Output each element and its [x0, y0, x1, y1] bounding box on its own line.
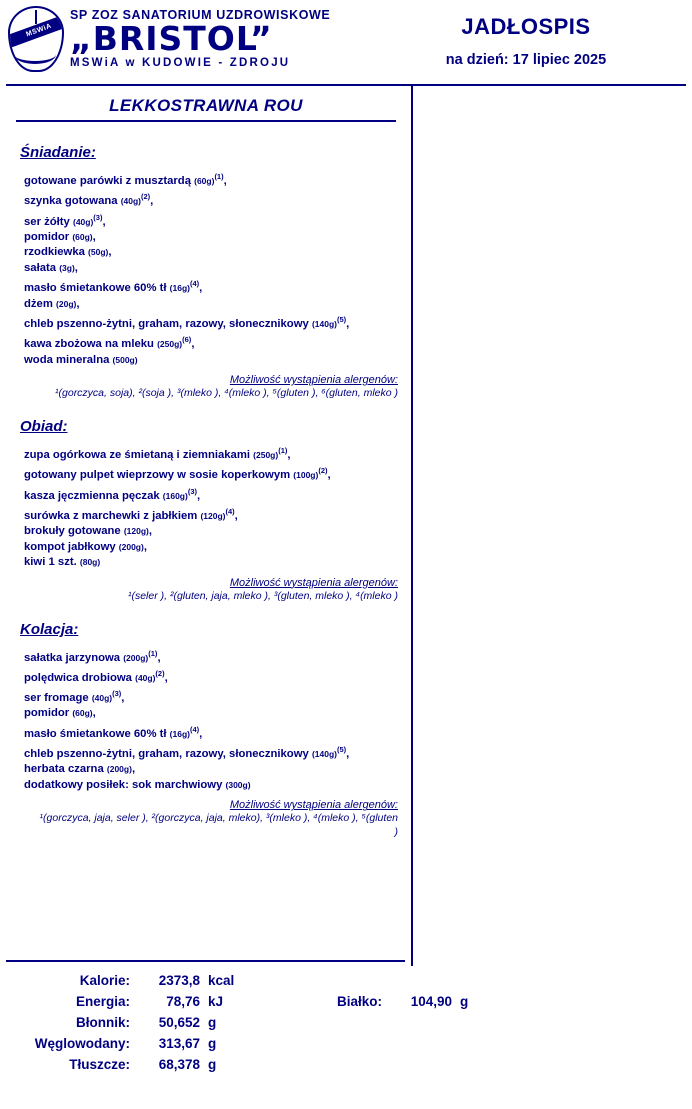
page-header	[0, 0, 692, 82]
meal-item: gotowany pulpet wieprzowy w sosie koperkowym $(100g)^{(2)}$,	[24, 466, 331, 482]
allergen-marker: (1)	[278, 446, 288, 456]
meal-item-weight: (300g)	[225, 779, 251, 790]
meal-item-name: dżem	[24, 297, 53, 310]
institution-logo	[8, 6, 368, 74]
meal-section	[6, 621, 406, 840]
meal-item-weight: (140g)	[311, 318, 337, 329]
meal-item-name: sałatka jarzynowa	[24, 651, 121, 664]
meal-item-weight: (40g)	[120, 196, 141, 207]
meal-item-weight: (120g)	[200, 510, 226, 521]
nutrition-value: 313,67	[158, 1036, 200, 1051]
nutrition-row	[6, 970, 520, 991]
meal-section	[6, 144, 406, 400]
meal-item-name: herbata czarna	[24, 763, 104, 776]
nutrition-value: 78,76	[166, 994, 200, 1009]
institution-line3: MSWiA w KUDOWIE - ZDROJU	[70, 56, 291, 69]
nutrition-value: 68,378	[158, 1057, 200, 1072]
meal-item-weight: (200g)	[106, 764, 132, 775]
meal-item-name: woda mineralna	[24, 353, 110, 366]
meal-item: ser fromage $(40g)^{(3)}$,	[24, 689, 125, 704]
meal-item-weight: (40g)	[72, 216, 94, 227]
nutrition-table	[6, 970, 520, 1075]
meal-item-name: chleb pszenno-żytni, graham, razowy, słonecznikowy	[24, 747, 309, 760]
meal-item-weight: (160g)	[162, 490, 188, 501]
allergen-note	[20, 374, 406, 400]
meal-item: pomidor (60g),	[24, 230, 96, 243]
nutrition-label: Tłuszcze:	[69, 1057, 130, 1072]
meal-item-weight: (40g)	[135, 672, 156, 683]
diet-type: LEKKOSTRAWNA ROU	[109, 96, 303, 115]
meal-item	[24, 778, 406, 794]
meal-item-name: gotowane parówki z musztardą	[24, 174, 191, 187]
meal-item-weight: (3g)	[59, 262, 75, 273]
meal-item-weight: (120g)	[123, 526, 149, 537]
nutrition-row	[6, 1054, 520, 1075]
allergen-note-title: Możliwość wystąpienia alergenów:	[229, 576, 398, 589]
allergen-marker: (4)	[189, 724, 200, 734]
allergen-marker: (4)	[189, 279, 200, 289]
nutrition-row	[6, 1033, 520, 1054]
allergen-note-text: ¹(gorczyca, soja), ²(soja ), ³(mleko ), ⁴(mleko ), ⁵(gluten ), ⁶(gluten, mleko )	[55, 387, 398, 400]
nutrition-label-secondary: Białko:	[336, 994, 382, 1009]
meal-item-name: ser fromage	[24, 691, 89, 704]
meal-item: sałatka jarzynowa $(200g)^{(1)}$,	[24, 648, 161, 664]
meal-item-weight: (60g)	[72, 708, 93, 719]
meal-item: pomidor (60g),	[24, 707, 96, 720]
allergen-marker: (4)	[225, 506, 235, 516]
meal-item-name: pomidor	[24, 230, 70, 243]
allergen-marker: (1)	[148, 648, 158, 658]
meal-title: Kolacja:	[20, 620, 79, 638]
nutrition-value-secondary	[386, 970, 456, 991]
nutrition-value-secondary: 104,90	[410, 994, 452, 1009]
footer-divider	[6, 960, 405, 962]
nutrition-label-secondary	[268, 1054, 386, 1075]
nutrition-label-secondary	[268, 970, 386, 991]
meal-item-list	[20, 646, 406, 794]
menu-date: na dzień: 17 lipiec 2025	[445, 52, 607, 68]
nutrition-unit-secondary	[456, 1012, 520, 1033]
nutrition-unit: g	[208, 1036, 217, 1051]
allergen-note	[20, 577, 406, 603]
nutrition-unit-secondary	[456, 1033, 520, 1054]
nutrition-unit: kJ	[208, 994, 224, 1009]
nutrition-unit: kcal	[208, 973, 235, 988]
meal-item-name: surówka z marchewki z jabłkiem	[24, 509, 198, 522]
meal-item-name: ser żółty	[24, 215, 70, 228]
meal-item: sałata (3g),	[24, 261, 78, 274]
nutrition-unit-secondary	[456, 1054, 520, 1075]
meal-item-name: kasza jęczmienna pęczak	[24, 489, 160, 502]
meal-item-name: polędwica drobiowa	[24, 671, 132, 684]
nutrition-label-secondary	[268, 1033, 386, 1054]
meal-item-name: kawa zbożowa na mleku	[24, 338, 154, 351]
meal-item: herbata czarna (200g),	[24, 763, 136, 776]
meal-item-name: sałata	[24, 261, 57, 274]
logo-text-block	[70, 6, 330, 69]
meal-item-weight: (200g)	[118, 541, 144, 552]
meal-item-weight: (20g)	[56, 298, 77, 309]
meal-item-weight: (500g)	[112, 354, 138, 365]
meal-item-weight: (250g)	[253, 449, 279, 460]
allergen-note-text: ¹(gorczyca, jaja, seler ), ²(gorczyca, jaja, mleko), ³(mleko ), ⁴(mleko ), ⁵(gluten )	[39, 812, 398, 839]
meal-item-weight: (80g)	[79, 557, 101, 568]
allergen-marker: (2)	[318, 466, 328, 476]
allergen-note	[20, 799, 406, 839]
meal-item-name: gotowany pulpet wieprzowy w sosie koperkowym	[24, 469, 291, 482]
meal-item: masło śmietankowe 60% tł $(16g)^{(4)}$,	[24, 279, 203, 295]
allergen-note-text: ¹(seler ), ²(gluten, jaja, mleko ), ³(gluten, mleko ), ⁴(mleko )	[127, 589, 398, 602]
meal-item-list	[20, 443, 406, 571]
allergen-marker: (5)	[336, 315, 347, 325]
nutrition-unit-secondary	[456, 970, 520, 991]
meals-container	[6, 144, 686, 839]
allergen-marker: (5)	[336, 745, 347, 755]
meal-item: kasza jęczmienna pęczak $(160g)^{(3)}$,	[24, 486, 201, 502]
meal-item-name: kiwi 1 szt.	[24, 556, 77, 569]
meal-title: Śniadanie:	[20, 144, 96, 161]
meal-item-name: masło śmietankowe 60% tł	[24, 282, 167, 295]
meal-item: masło śmietankowe 60% tł $(16g)^{(4)}$,	[24, 724, 203, 740]
meal-item-weight: (40g)	[91, 692, 113, 703]
meal-item-name: pomidor	[24, 707, 70, 720]
meal-item-name: dodatkowy posiłek: sok marchwiowy	[24, 778, 223, 791]
meal-item: szynka gotowana $(40g)^{(2)}$,	[24, 192, 154, 208]
page-title: JADŁOSPIS	[461, 14, 591, 39]
meal-item-name: zupa ogórkowa ze śmietaną i ziemniakami	[24, 448, 251, 461]
allergen-marker: (2)	[155, 668, 165, 678]
meal-item: dżem (20g),	[24, 297, 80, 310]
allergen-marker: (3)	[112, 689, 122, 699]
allergen-marker: (3)	[93, 212, 103, 222]
mswia-shield-icon	[8, 6, 64, 74]
meal-item-weight: (60g)	[194, 175, 215, 186]
nutrition-value-secondary	[386, 1054, 456, 1075]
nutrition-label: Kalorie:	[79, 973, 130, 988]
allergen-marker: (1)	[214, 172, 224, 181]
meal-title: Obiad:	[20, 418, 68, 436]
meal-item	[24, 555, 406, 571]
meal-item-weight: (250g)	[157, 339, 183, 350]
vertical-divider	[411, 86, 413, 966]
title-block	[368, 6, 684, 68]
meal-item	[24, 353, 406, 369]
nutrition-summary	[6, 960, 686, 1075]
nutrition-row	[6, 991, 520, 1012]
nutrition-label: Energia:	[75, 994, 130, 1009]
meal-item: kawa zbożowa na mleku $(250g)^{(6)}$,	[24, 335, 195, 351]
meal-section	[6, 418, 406, 603]
diet-underline	[16, 120, 396, 122]
menu-body	[6, 86, 686, 966]
nutrition-value-secondary	[386, 1033, 456, 1054]
meal-item-name: masło śmietankowe 60% tł	[24, 727, 167, 740]
meal-item-weight: (50g)	[88, 247, 109, 258]
allergen-marker: (6)	[182, 335, 192, 345]
allergen-note-title: Możliwość wystąpienia alergenów:	[229, 374, 398, 387]
meal-item-name: rzodkiewka	[24, 246, 85, 259]
nutrition-label-secondary	[268, 1012, 386, 1033]
nutrition-value-secondary	[386, 1012, 456, 1033]
meal-item: chleb pszenno-żytni, graham, razowy, słonecznikowy $(140g)^{(5)}$,	[24, 745, 350, 760]
meal-item-name: brokuły gotowane	[24, 525, 121, 538]
meal-item: zupa ogórkowa ze śmietaną i ziemniakami $(250g)^{(1)}$,	[24, 446, 291, 461]
allergen-marker: (2)	[141, 192, 151, 202]
nutrition-label: Węglowodany:	[34, 1036, 130, 1051]
meal-item-weight: (200g)	[123, 652, 149, 663]
meal-item-name: chleb pszenno-żytni, graham, razowy, słonecznikowy	[24, 317, 309, 330]
nutrition-unit: g	[208, 1015, 217, 1030]
institution-name: „BRISTOL”	[70, 19, 273, 58]
meal-item: gotowane parówki z musztardą $(60g)^{(1)}$,	[24, 172, 227, 187]
meal-item: chleb pszenno-żytni, graham, razowy, słonecznikowy $(140g)^{(5)}$,	[24, 315, 350, 330]
meal-item: ser żółty $(40g)^{(3)}$,	[24, 212, 106, 228]
allergen-note-title: Możliwość wystąpienia alergenów:	[229, 799, 398, 812]
meal-item-name: kompot jabłkowy	[24, 540, 116, 553]
meal-item-weight: (16g)	[169, 283, 190, 294]
nutrition-unit-secondary: g	[460, 994, 469, 1009]
meal-item-name: szynka gotowana	[24, 195, 118, 208]
meal-item-weight: (16g)	[169, 728, 190, 739]
meal-item-weight: (140g)	[311, 748, 337, 759]
nutrition-label: Błonnik:	[76, 1015, 130, 1030]
nutrition-unit: g	[208, 1057, 217, 1072]
shield-badge-text: MSWiA	[25, 22, 53, 39]
meal-item: polędwica drobiowa $(40g)^{(2)}$,	[24, 668, 168, 684]
allergen-marker: (3)	[187, 486, 197, 496]
nutrition-value: 50,652	[158, 1015, 200, 1030]
nutrition-value: 2373,8	[158, 973, 200, 988]
meal-item-list	[20, 169, 406, 368]
meal-item-weight: (100g)	[293, 470, 319, 481]
meal-item-weight: (60g)	[72, 231, 93, 242]
meal-item: brokuły gotowane (120g),	[24, 525, 152, 538]
nutrition-row	[6, 1012, 520, 1033]
meal-item: surówka z marchewki z jabłkiem $(120g)^{(4)}$,	[24, 506, 238, 522]
meal-item: rzodkiewka (50g),	[24, 246, 112, 259]
institution-line1: SP ZOZ SANATORIUM UZDROWISKOWE	[70, 8, 331, 22]
meal-item: kompot jabłkowy (200g),	[24, 540, 147, 553]
